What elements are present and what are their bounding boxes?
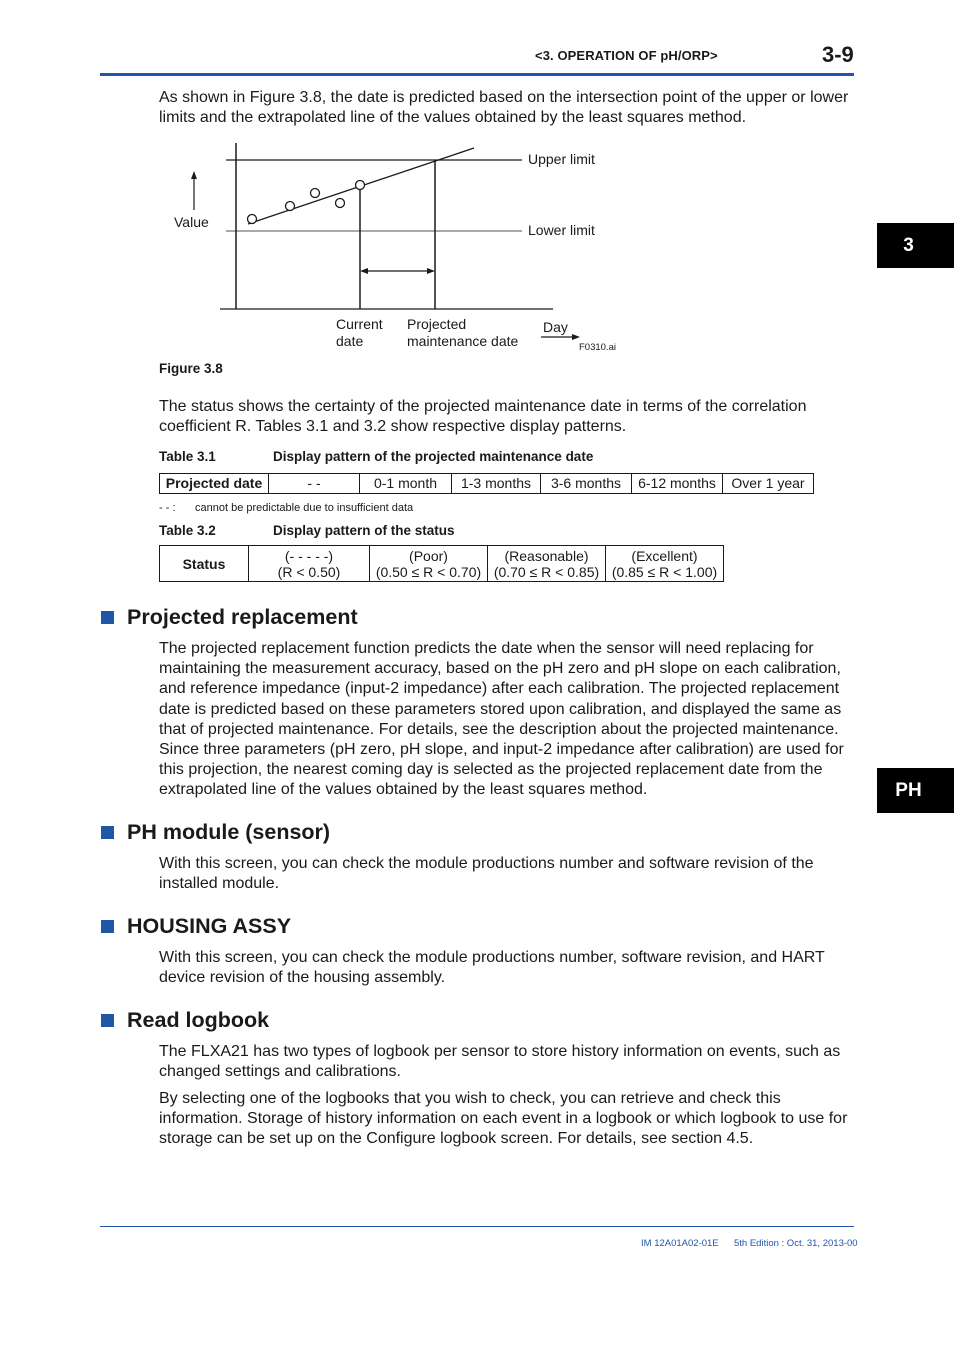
lower-limit-label: Lower limit [528, 222, 595, 238]
body-text: With this screen, you can check the module productions number and software revision of the installed module. [159, 855, 814, 893]
projected-replacement-paragraph [159, 639, 859, 801]
body-text: The FLXA21 has two types of logbook per sensor to store history information on events, such as changed settings and calibrations. [159, 1043, 841, 1081]
status-text: The status shows the certainty of the projected maintenance date in terms of the correlation coefficient R. Tables 3.1 and 3.2 show respective display patterns. [159, 398, 807, 436]
ph-tab [877, 768, 954, 813]
heading-text: HOUSING ASSY [127, 914, 292, 938]
body-text: The projected replacement function predicts the date when the sensor will need replacing for maintaining the measurement accuracy, based on the pH zero and pH slope on each calibration, and reference impedance (input-2 impedance) after each calibration. The projected replacement date is predicted based on these parameters stored upon calibration, and displayed the same as that of projected maintenance. For details, see the description about the projected maintenance. Since three parameters (pH zero, pH slope, and input-2 impedance after calibration) are used for this projection, the nearest coming day is selected as the projected replacement date from the extrapolated line of the values obtained by the least squares method. [159, 640, 844, 799]
status-name: (Excellent) [631, 547, 698, 564]
data-point [311, 189, 320, 198]
figure-caption: Figure 3.8 [159, 361, 223, 376]
data-point [356, 181, 365, 190]
table-3-2-title: Display pattern of the status [273, 523, 455, 538]
projected-date-label-2: maintenance date [407, 333, 519, 349]
square-bullet-icon [101, 611, 114, 624]
status-range: (0.70 ≤ R < 0.85) [493, 563, 600, 580]
header-rule [100, 73, 854, 76]
data-point [336, 199, 345, 208]
chapter-tab [877, 223, 954, 268]
status-paragraph [159, 397, 859, 437]
day-arrow-head [572, 334, 580, 340]
table-cell: 6-12 months [632, 474, 723, 494]
heading-text: Projected replacement [127, 605, 358, 629]
heading-read-logbook [101, 1008, 269, 1033]
status-range: (R < 0.50) [277, 563, 341, 580]
table-3-1-note [159, 502, 414, 514]
projected-date-label-1: Projected [407, 316, 467, 332]
chapter-tab-label: 3 [903, 234, 914, 256]
table-cell [370, 546, 488, 582]
heading-text: PH module (sensor) [127, 820, 331, 844]
arrow-head-left [360, 268, 368, 274]
table-cell: 0-1 month [360, 474, 452, 494]
table-cell [249, 546, 370, 582]
square-bullet-icon [101, 826, 114, 839]
read-logbook-paragraph-1 [159, 1042, 859, 1082]
current-date-label-1: Current [336, 316, 383, 332]
page-number: 3-9 [822, 42, 854, 67]
ph-module-paragraph [159, 854, 859, 894]
table-cell [606, 546, 724, 582]
figure-file-id: F0310.ai [579, 342, 616, 353]
footer-doc-id: IM 12A01A02-01E [641, 1238, 719, 1249]
intro-paragraph [159, 88, 859, 128]
note-text: cannot be predictable due to insufficient data [195, 502, 414, 514]
intro-text: As shown in Figure 3.8, the date is predicted based on the intersection point of the upper or lower limits and the extrapolated line of the values obtained by the least squares method. [159, 89, 849, 127]
data-point [286, 202, 295, 211]
heading-projected-replacement [101, 605, 358, 630]
table-3-2-label: Table 3.2 [159, 523, 216, 538]
table-cell [488, 546, 606, 582]
table-cell: - - [269, 474, 360, 494]
heading-text: Read logbook [127, 1008, 270, 1032]
table-row [160, 546, 724, 582]
status-name: (Reasonable) [504, 547, 589, 564]
status-range: (0.85 ≤ R < 1.00) [611, 563, 718, 580]
body-text: By selecting one of the logbooks that you wish to check, you can retrieve and check this information. Storage of history information on each event in a logbook or which logbook to use for storage can be set up on the Configure logbook screen. For details, see section 4.5. [159, 1090, 848, 1148]
table-3-1-title: Display pattern of the projected maintenance date [273, 449, 594, 464]
value-arrow-head [191, 171, 197, 179]
heading-ph-module [101, 820, 330, 845]
status-name: (Poor) [409, 547, 448, 564]
body-text: With this screen, you can check the module productions number, software revision, and HART device revision of the housing assembly. [159, 949, 825, 987]
running-header-section: <3. OPERATION OF pH/ORP> [535, 48, 718, 63]
footer-edition: 5th Edition : Oct. 31, 2013-00 [734, 1238, 858, 1249]
square-bullet-icon [101, 920, 114, 933]
arrow-head-right [427, 268, 435, 274]
table-3-1 [159, 473, 814, 494]
table-3-1-label: Table 3.1 [159, 449, 216, 464]
ph-tab-label: PH [895, 779, 922, 801]
footer-rule [100, 1226, 854, 1227]
read-logbook-paragraph-2 [159, 1089, 859, 1150]
upper-limit-label: Upper limit [528, 151, 595, 167]
day-label: Day [543, 319, 568, 335]
value-label: Value [174, 214, 209, 230]
table-cell: 1-3 months [452, 474, 541, 494]
heading-housing-assy [101, 914, 291, 939]
current-date-label-2: date [336, 333, 364, 349]
status-name: (- - - - -) [284, 547, 334, 564]
status-range: (0.50 ≤ R < 0.70) [375, 563, 482, 580]
data-point [248, 215, 257, 224]
square-bullet-icon [101, 1014, 114, 1027]
figure-3-8-diagram [160, 138, 630, 358]
note-key: - - : [159, 502, 176, 514]
housing-assy-paragraph [159, 948, 859, 988]
table-cell: Over 1 year [723, 474, 814, 494]
table-header-cell: Status [160, 546, 249, 582]
table-3-2 [159, 545, 724, 582]
table-row [160, 474, 814, 494]
table-cell: 3-6 months [541, 474, 632, 494]
table-header-cell: Projected date [160, 474, 269, 494]
